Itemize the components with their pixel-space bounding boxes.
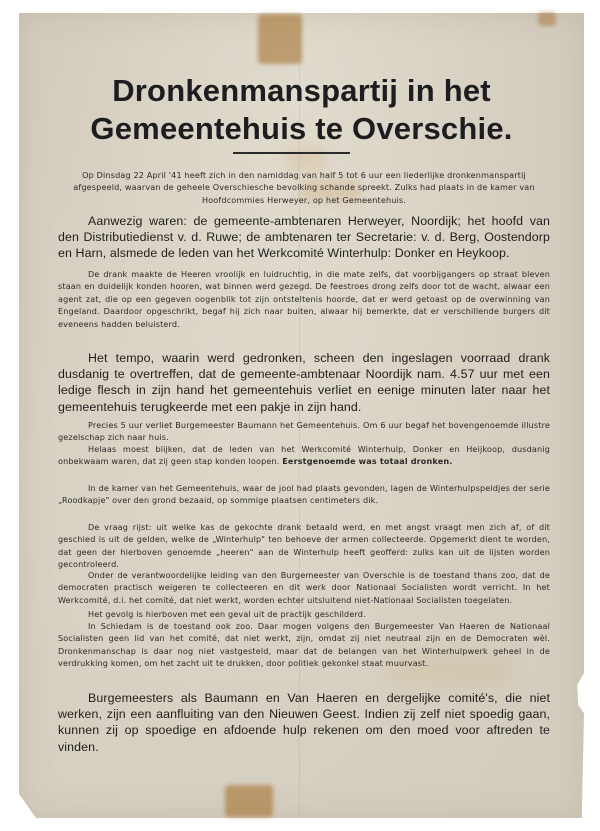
tape-stain-bottom [225,785,273,817]
document-title-line-2: Gemeentehuis te Overschie. [90,111,513,146]
document-title-line-1: Dronkenmanspartij in het [112,73,491,108]
paragraph-schiedam: In Schiedam is de toestand ook zoo. Daar mogen volgens den Burgemeester Van Haeren de Nationaal Socialisten geen lid van het comité, dat niet werkt, zijn, omdat zij niet neutraal zijn en de Democraten wèl. Dronkenmanschap is daar nog niet vastgesteld, maar dat de belangen van het Winterhulpwerk geheel in de verdrukking komen, om het zacht uit te drukken, door politiek gekonkel staat muurvast. [58,621,550,669]
paragraph-attendees: Aanwezig waren: de gemeente-ambtenaren Herweyer, Noordijk; het hoofd van den Distributiedienst v. d. Ruwe; de ambtenaren ter Secretarie: v. d. Berg, Oostendorp en Harn, alsmede de leden van het Werkcomité Winterhulp: Donker en Heykoop. [58,214,550,261]
paragraph-leadership: Onder de verantwoordelijke leiding van den Burgemeester van Overschie is de toestand thans zoo, dat de democraten practisch weigeren te collecteeren en dit werk door Nationaal Socialisten wordt verricht. In het Werkcomité, d.i. het comité, dat niet werkt, worden echter uitsluitend niet-Nationaal Socialisten toegelaten. [58,570,550,605]
tape-stain-top [258,14,302,64]
stain-corner [538,12,556,26]
paragraph-pins: In de kamer van het Gemeentehuis, waar de jool had plaats gevonden, lagen de Winterhulpspeldjes der serie „Roodkapje" over den grond bezaaid, op sommige plaatsen centimeters dik. [58,483,550,506]
paragraph-text: Helaas moest blijken, dat de leden van het Werkcomité Winterhulp, Donker en Heijkoop, dusdanig onbekwaam waren, dat zij geen stap konden loopen. [58,444,550,467]
paragraph-bold-emphasis: Eerstgenoemde was totaal dronken. [282,456,453,467]
paragraph-drinks: De drank maakte de Heeren vroolijk en luidruchtig, in die mate zelfs, dat voorbijgangers op straat bleven staan en duidelijk konden hooren, wat binnen werd gezegd. De feestroes drong zelfs door tot de wacht, alwaar een agent zat, die op een gegeven oogenblik tot zijn ontsteltenis hoorde, dat er werd getoast op de overwinning van Engeland. Daardoor opgeschrikt, begaf hij zich naar buiten, alwaar hij bemerkte, dat er verschillende burgers dit eveneens hadden beluisterd. [58,269,550,329]
paragraph-tempo: Het tempo, waarin werd gedronken, scheen den ingeslagen voorraad drank dusdanig te overtreffen, dat de gemeente-ambtenaar Noordijk nam. 4.57 uur met een ledige flesch in zijn hand het gemeentehuis verliet en eenige minuten later naar het gemeentehuis terugkeerde met een pakje in zijn hand. [58,351,550,414]
paragraph-question: De vraag rijst: uit welke kas de gekochte drank betaald werd, en met angst vraagt men zich af, of dit geschied is uit de gelden, welke de „Winterhulp" ten behoeve der armen collecteerde. Opgemerkt dient te worden, dat geen der hierboven genoemde „heeren" aan de Winterhulp heeft geofferd: zulks kan uit de lijsten worden gecontroleerd. [58,522,550,570]
paragraph-intro: Op Dinsdag 22 April '41 heeft zich in den namiddag van half 5 tot 6 uur een liederlijke dronkenmanspartij afgespeeld, waarvan de geheele Overschiesche bevolking schande spreekt. Zulks had plaats in de kamer van Hoofdcommies Herweyer, op het Gemeentehuis. [73,170,535,205]
paragraph-conclusion: Burgemeesters als Baumann en Van Haeren en dergelijke comité's, die niet werken, zijn een aanfluiting van den Nieuwen Geest. Indien zij zelf niet spoedig gaan, kunnen zij op spoedige en afdoende hulp rekenen om den moed voor aftreden te vinden. [58,691,550,754]
paragraph-committee-drunk [58,443,550,468]
paragraph-mayor-leaves: Precies 5 uur verliet Burgemeester Baumann het Gemeentehuis. Om 6 uur begaf het bovengenoemde illustre gezelschap zich naar huis. [58,420,550,443]
foxing-spot [286,146,326,171]
paragraph-consequence: Het gevolg is hierboven met een geval uit de practijk geschilderd. [88,609,366,619]
title-divider [233,152,350,154]
